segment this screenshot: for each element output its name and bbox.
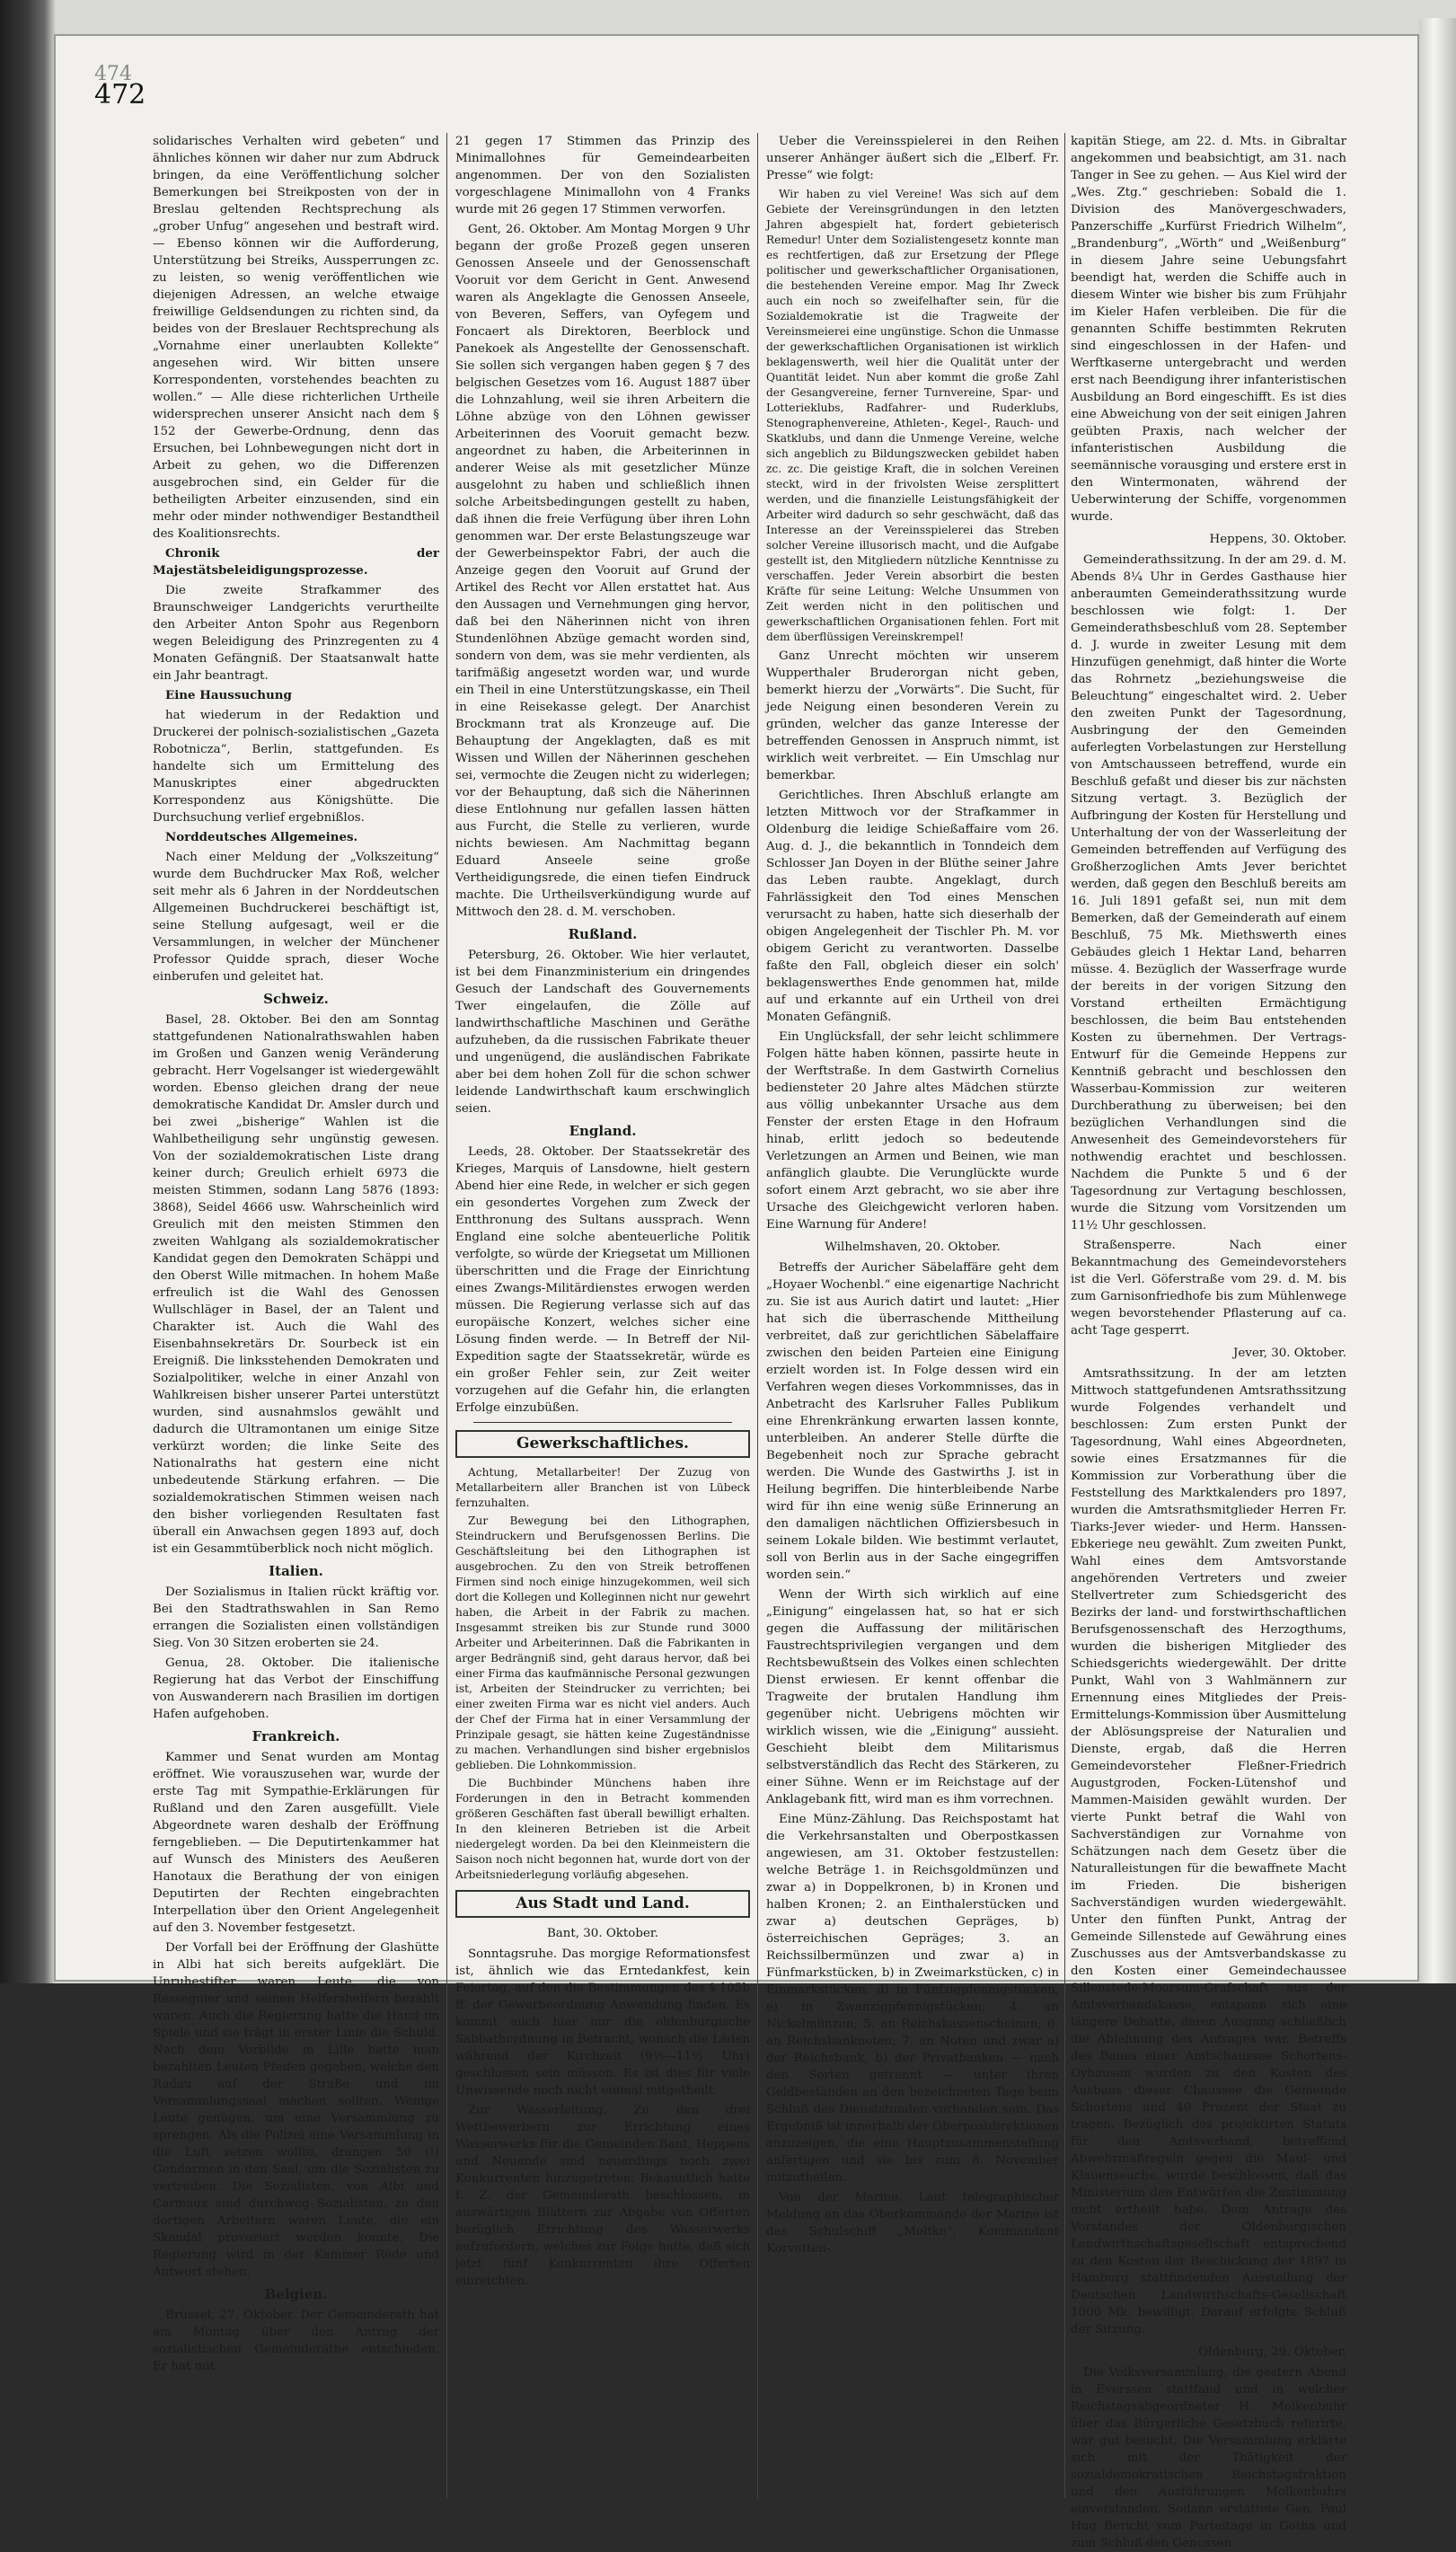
article-text: Petersburg, 26. Oktober. Wie hier verlautet, ist bei dem Finanzministerium ein dringendes Gesuch der Landschaft des Gouvernements Twer eingelaufen, die Zölle auf landwirthschaftliche Maschinen und Geräthe aufzuheben, da die russischen Fabrikate theuer und ungenügend, die ausländischen Fabrikate aber bei dem hohen Zoll für die schon schwer leidende Landwirthschaft kaum erschwinglich seien.	[455, 949, 750, 1116]
article-text: Wenn der Wirth sich wirklich auf eine „Einigung“ eingelassen hat, so hat er sich gegen die Auffassung der militärischen Faustrechtsprivilegien vergangen und dem Rechtsbewußtsein des Volkes einen schlechten Dienst erwiesen. Er kennt offenbar die Tragweite der brutalen Handlung ihm gegenüber nicht. Uebrigens möchten wir wirklich wissen, wie die „Einigung“ aussieht. Geschieht bleibt dem Militarismus selbstverständlich das Recht des Stärkeren, zu einer Sühne. Wenn er im Reichstage auf der Anklagebank fitt, wird man es ihm vorrechnen.	[766, 1588, 1059, 1806]
country-heading: England.	[569, 1123, 637, 1139]
article-text: solidarisches Verhalten wird gebeten“ und ähnliches können wir daher nur zum Abdruck bringen, da eine Veröffentlichung solcher Bemerkungen bei Streikposten von der in Breslau geltenden Rechtsprechung als „grober Unfug“ angesehen und bestraft wird. — Ebenso können wir die Aufforderung, Unterstützung bei Streiks, Aussperrungen zc. zu leisten, so wenig veröffentlichen wie diejenigen Adressen, an welche etwaige freiwillige Geldsendungen zu richten sind, da beides von der Breslauer Rechtsprechung als „Vornahme einer unerlaubten Kollekte“ angesehen wird. Wir bitten unsere Korrespondenten, vorstehendes beachten zu wollen.“ — Alle diese richterlichen Urtheile widersprechen unserer Ansicht nach dem § 152 der Gewerbe-Ordnung, denn das Ersuchen, bei Lohnbewegungen nicht dort in Arbeit zu gehen, wo die Differenzen ausgebrochen sind, ein Gelder für die betheiligten Arbeiter einzusenden, sind ein mehr oder minder nothwendiger Bestandtheil des Koalitionsrechts.	[153, 135, 439, 541]
country-heading: Rußland.	[568, 926, 638, 942]
article-text: 21 gegen 17 Stimmen das Prinzip des Minimallohnes für Gemeindearbeiten angenommen. Der von den Sozialisten vorgeschlagene Minimallohn von 4 Franks wurde mit 26 gegen 17 Stimmen verworfen.	[455, 135, 750, 216]
dateline: Bant, 30. Oktober.	[546, 1927, 659, 1940]
article-text: Gemeinderathssitzung. In der am 29. d. M. Abends 8¼ Uhr in Gerdes Gasthause hier anberaumten Gemeinderathssitzung wurde beschlossen wie folgt: 1. Der Gemeinderathsbeschluß vom 28. September d. J. wurde in zweiter Lesung mit dem Hinzufügen genehmigt, daß hinter die Worte das Rohrnetz „beziehungsweise die Beleuchtung“ eingeschaltet wird. 2. Ueber den zweiten Punkt der Tagesordnung, Ausbringung der den Gemeinden auferlegten Vorbelastungen zur Herstellung von Amtschausseen betreffend, wurde ein Beschluß gefaßt und dieser bis zur nächsten Sitzung vertagt. 3. Bezüglich der Aufbringung der Kosten für Herstellung und Unterhaltung der von der Wasserleitung der Gemeinden betreffenden auf Verfügung des Großherzoglichen Amts Jever berichtet werden, daß gegen den Beschluß bereits am 16. Juli 1891 gefaßt sei, nun mit dem Bemerken, daß der Gemeinderath auf einem Beschluß, 75 Mk. Miethswerth eines Gebäudes gleich 1 Hektar Land, beharren müsse. 4. Bezüglich der Wasserfrage wurde der bereits in der vorigen Sitzung den Vorstand ertheilten Ermächtigung beschlossen, die beim Bau entstehenden Kosten zu übernehmen. Der Vertrags-Entwurf für die Gemeinde Heppens zur Kenntniß gebracht und beschlossen den Wasserbau-Kommission zur weiteren Durchberathung zu überweisen; bei den bezüglichen Verhandlungen sind die Anwesenheit des Gemeindevorstehers für nothwendig erachtet und beschlossen. Nachdem die Punkte 5 und 6 der Tagesordnung zur Vertagung beschlossen, wurde die Sitzung vom Vorsitzenden um 11½ Uhr geschlossen.	[1071, 553, 1346, 1232]
article-text: Genua, 28. Oktober. Die italienische Regierung hat das Verbot der Einschiffung von Auswanderern nach Brasilien im dortigen Hafen aufgehoben.	[153, 1656, 439, 1721]
article-text: Der Vorfall bei der Eröffnung der Glashütte in Albi hat sich bereits aufgeklärt. Die Unruhestifter waren Leute, die von Resseguier und seinen Helfershelfern bezahlt waren. Auch die Regierung hatte die Hand im Spiele und sie trägt in erster Linie die Schuld. Nach dem Vorbilde in Lille hatte man bezahlten Leuten Pfeifen gegeben, welche den Radau auf der Straße und im Versammlungssaal machen sollten. Wenige Leute genügen, um eine Versammlung zu sprengen. Als die Polizei eine Versammlung in die Luft setzen wollte, drangen 50 (!) Gendarmen in den Saal, um die Sozialisten zu vertreiben. Die Sozialisten, von Albi und Carmaux sind durchweg Sozialisten, zu den dortigen Arbeitern waren Leute, die ein Skandal provoziert werden konnte. Die Regierung wird in der Kammer Rede und Antwort stehen.	[153, 1941, 439, 2279]
column-rule	[1064, 133, 1065, 2498]
article-text: Wir haben zu viel Vereine! Was sich auf dem Gebiete der Vereinsgründungen in den letzten Jahren abgespielt hat, fordert gebieterisch Remedur! Unter dem Sozialistengesetz konnte man es rechtfertigen, daß zur Ersetzung der Pflege politischer und gewerkschaftlicher Organisationen, die bestehenden Vereine empor. Mag Ihr Zweck auch ein noch so zweifelhafter sein, für die Sozialdemokratie ist die Tragweite der Vereinsmeierei eine ungünstige. Schon die Unmasse der gewerkschaftlichen Organisationen ist wirklich beklagenswerth, weil hier die Qualität unter der Quantität leidet. Nun aber kommt die große Zahl der Gesangvereine, ferner Turnvereine, Spar- und Lotterieklubs, Radfahrer- und Ruderklubs, Stenographenvereine, Athleten-, Kegel-, Rauch- und Skatklubs, und dann die Unmenge Vereine, welche sich angeblich zu Bildungszwecken gebildet haben zc. zc. Die geistige Kraft, die in solchen Vereinen steckt, wird in der frivolsten Weise zersplittert werden, und die finanzielle Leistungsfähigkeit der Arbeiter wird dadurch so sehr geschwächt, daß das Interesse an der Vereinsspielerei das Streben solcher Vereine illusorisch macht, und die Aufgabe gestellt ist, den Mitgliedern nützliche Kenntnisse zu verschaffen. Jeder Verein absorbirt die besten Kräfte für seine Leitung: Welche Unsummen von Zeit werden nicht in den politischen und gewerkschaftlichen Organisationen fehlen. Fort mit dem überflüssigen Vereinskrempel!	[766, 188, 1059, 643]
article-text: Die Volksversammlung, die gestern Abend in Everssen stattfand und in welcher Reichstagsabgeordneter H. Molkenbuhr über das Bürgerliche Gesetzbuch referirte, war gut besucht. Die Versammlung erklärte sich mit der Thätigkeit der sozialdemokratischen Reichstagsfraktion und den Ausführungen Molkenbuhrs einverstanden. Sodann erstattete Gen. Paul Hug Bericht vom Parteitage in Gotha und zum Schluß den Genossen	[1071, 2366, 1346, 2550]
dateline: Jever, 30. Oktober.	[1233, 1347, 1346, 1360]
dateline: Oldenburg, 29. Oktober.	[1198, 2345, 1346, 2359]
country-heading: Frankreich.	[251, 1728, 340, 1744]
article-text: Zur Bewegung bei den Lithographen, Steindruckern und Berufsgenossen Berlins. Die Geschäftsleitung bei den Lithographen ist ausgebrochen. Zu den von Streik betroffenen Firmen sind noch einige hinzugekommen, weil sich dort die Kollegen und Kolleginnen nicht nur gewehrt haben, die Arbeit in der Fabrik zu machen. Insgesammt streiken bis zur Stunde rund 3000 Arbeiter und Arbeiterinnen. Daß die Fabrikanten in arger Bedrängniß sind, geht daraus hervor, daß bei einer Firma das kaufmännische Personal gezwungen ist, Arbeiten der Steindrucker zu verrichten; bei einer zweiten Firma war es nicht viel anders. Auch der Chef der Firma hat in einer Versammlung der Prinzipale gesagt, sie hätten keine Zugeständnisse zu machen. Verhandlungen sind bisher ergebnislos geblieben. Die Lohnkommission.	[455, 1514, 750, 1771]
country-heading: Italien.	[269, 1563, 323, 1579]
article-text: Ein Unglücksfall, der sehr leicht schlimmere Folgen hätte haben können, passirte heute in der Werftstraße. In dem Gastwirth Cornelius bediensteter 20 Jahre altes Mädchen stürzte aus völlig unbekannter Ursache aus dem Fenster der ersten Etage in den Hofraum hinab, erlitt jedoch so bedeutende Verletzungen an Armen und Beinen, wie man anfänglich glaubte. Die Verunglückte wurde sofort einem Arzt gebracht, wo sie aber ihre Ursache des Gleichgewicht verloren haben. Eine Warnung für Andere!	[766, 1030, 1059, 1232]
article-text: Der Sozialismus in Italien rückt kräftig vor. Bei den Stadtrathswahlen in San Remo errangen die Sozialisten einen vollständigen Sieg. Von 30 Sitzen eroberten sie 24.	[153, 1585, 439, 1650]
article-text: Brüssel, 27. Oktober. Der Gemeinderath hat am Montag über den Antrag der sozialistischen Gemeinderäthe entschieden. Er hat mit	[153, 2309, 439, 2373]
section-box-heading: Aus Stadt und Land.	[455, 1890, 750, 1918]
country-heading: Schweiz.	[263, 991, 329, 1007]
column-3	[766, 133, 1059, 2516]
section-heading: Chronik der Majestätsbeleidigungsprozesse.	[153, 546, 439, 578]
column-2	[455, 133, 750, 2516]
article-text: Amtsrathssitzung. In der am letzten Mittwoch stattgefundenen Amtsrathssitzung wurde Folgendes verhandelt und beschlossen: Zum ersten Punkt der Tagesordnung, Wahl eines Abgeordneten, sowie eines Ersatzmannes für die Kommission zur Vorberathung über die Feststellung des Marktkalenders pro 1897, wurden die Amtsrathsmitglieder Herren Fr. Tiarks-Jever wieder- und Herm. Hanssen-Ebkeriege neu gewählt. Zum zweiten Punkt, Wahl eines dem Amtsvorstande angehörenden Vertreters und zweier Stellvertreter zum Schiedsgericht des Bezirks der land- und forstwirthschaftlichen Berufsgenossenschaft des Herzogthums, wurden die bisherigen Mitglieder des Schiedsgerichts wiedergewählt. Der dritte Punkt, Wahl von 3 Wahlmännern zur Ernennung eines Mitgliedes der Preis-Ermittelungs-Kommission über Ausmittelung der Ablösungspreise der Naturalien und Dienste, ergab, daß die Herren Gemeindevorsteher Fleßner-Friedrich Augustgroden, Focken-Lütenshof und Mammen-Maisiden gewählt wurden. Der vierte Punkt betraf die Wahl von Sachverständigen zur Vornahme von Schätzungen nach dem Gesetz über die Naturalleistungen für die bewaffnete Macht im Frieden. Die bisherigen Sachverständigen wurden wiedergewählt. Unter den fünften Punkt, Antrag der Gemeinde Sillenstede auf Gewährung eines Zuschusses aus der Amtsverbandskasse zu den Kosten einer Gemeindechaussee Sillenstede-Moorsum-Grafschaft aus der Amtsverbandskasse, entspann sich eine längere Debatte, deren Ausgang schließlich die Ablehnung des Antrages war. Betreffs des Baues einer Amtschaussee Schortens-Oyhausen wurden zu den Kosten des Ausbaus dieser Chaussee die Gemeinde Schortens und 40 Prozent der Staat zu tragen. Bezüglich des projektirten Statuts für den Amtsverband, betreffend Abwehrmaßregeln gegen die Maul- und Klauenseuche, wurde beschlossen, daß das Ministerium den Entwürfen die Zustimmung nicht ertheilt habe. Dem Antrage des Vorstandes der Oldenburgischen Landwirthschaftsgesellschaft entsprechend zu den Kosten der Beschickung der 1897 in Hamburg stattfindenden Ausstellung der Deutschen Landwirthschafts-Gesellschaft 1000 Mk. bewilligt. Darauf erfolgte Schluß der Sitzung.	[1071, 1367, 1346, 2336]
article-text: Eine Münz-Zählung. Das Reichspostamt hat die Verkehrsanstalten und Oberpostkassen angewiesen, am 31. Oktober festzustellen: welche Beträge 1. in Reichsgoldmünzen und zwar a) in Doppelkronen, b) in Kronen und halben Kronen; 2. an Einthalerstücken und zwar a) deutschen Gepräges, b) österreichischen Gepräges; 3. an Reichssilbermünzen und zwar a) in Fünfmarkstücken, b) in Zweimarkstücken, c) in Einmarkstücken, d) in Fünfzigpfennigstücken, e) in Zwanzigpfennigstücken; 4. an Nickelmünzen; 5. an Reichskassenscheinen; 6. an Reichsbanknoten; 7. an Noten und zwar a) der Reichsbank, b) der Privatbanken — nach den Sorten getrennt — unter ihren Geldbeständen an den bezeichneten Tage beim Schluß des Dienststunden vorhanden sein. Das Ergebniß ist innerhalb der Oberpostdirektionen anzuzeigen, die eine Hauptzusammenstellung anfertigen und sie bis zum 8. November mitzutheilen.	[766, 1813, 1059, 2185]
article-text: Basel, 28. Oktober. Bei den am Sonntag stattgefundenen Nationalrathswahlen haben im Großen und Ganzen wenig Veränderung gebracht. Herr Vogelsanger ist wiedergewählt worden. Ebenso gleichen drang der neue demokratische Kandidat Dr. Amsler durch und bei zwei „bisherige“ Wahlen ist die Wahlbetheiligung sehr ungünstig gewesen. Von der sozialdemokratischen Liste drang keiner durch; Greulich erhielt 6973 die meisten Stimmen, sodann Lang 5876 (1893: 3868), Seidel 4666 usw. Wahrscheinlich wird Greulich mit den meisten Stimmen den zweiten Wahlgang als sozialdemokratischer Kandidat gegen den Demokraten Schäppi und den Oberst Wille mitmachen. In hohem Maße erfreulich ist die Wahl des Genossen Wullschläger in Basel, der an Talent und Charakter ist. Auch die Wahl des Eisenbahnsekretärs Dr. Sourbeck ist ein Ereigniß. Die linksstehenden Demokraten und Sozialpolitiker, welche in einer Anzahl von Wahlkreisen bisher unserer Partei unterstützt wurden, sind ausnahmslos gewählt und dadurch die Ultramontanen um einige Sitze verkürzt worden; die linke Seite des Nationalraths hat gestern eine nicht unbedeutende Stärkung erfahren. — Die sozialdemokratischen Stimmen weisen nach den bisher vorliegenden Resultaten fast überall ein Anwachsen gegen 1893 auf, doch ist ein Gesammtüberblick noch nicht möglich.	[153, 1013, 439, 1556]
column-rule	[757, 133, 758, 2498]
article-text: Nach einer Meldung der „Volkszeitung“ wurde dem Buchdrucker Max Roß, welcher seit mehr als 6 Jahren in der Norddeutschen Allgemeinen Buchdruckerei beschäftigt ist, seine Stellung aufgesagt, weil er die Versammlungen, in welcher der Münchener Professor Quidde sprach, dieser Woche einberufen und geleitet hat.	[153, 851, 439, 984]
column-4	[1071, 133, 1346, 2550]
section-heading: Norddeutsches Allgemeines.	[165, 830, 358, 844]
article-text: Ueber die Vereinsspielerei in den Reihen unserer Anhänger äußert sich die „Elberf. Fr. Presse“ wie folgt:	[766, 135, 1059, 182]
article-text: Gent, 26. Oktober. Am Montag Morgen 9 Uhr begann der große Prozeß gegen unseren Genossen Anseele und der Genossenschaft Vooruit vor dem Gericht in Gent. Anwesend waren als Angeklagte die Genossen Anseele, von Beveren, Seffers, van Oyfegem und Foncaert als Direktoren, Beerblock und Panekoek als Angestellte der Genossenschaft. Sie sollen sich vergangen haben gegen § 7 des belgischen Gesetzes vom 16. August 1887 über die Lohnzahlung, weil sie ihren Arbeitern die Löhne abzüge von den Löhnen gewisser Arbeiterinnen des Vooruit gemacht bezw. angeordnet zu haben, die Arbeiterinnen in anderer Weise als mit gesetzlicher Münze ausgelohnt zu haben und schließlich ihnen solche Arbeitsbedingungen gestellt zu haben, daß ihnen die freie Verfügung über ihren Lohn genommen war. Der erste Belastungszeuge war der Gewerbeinspektor Fabri, der auch die Anzeige gegen den Vooruit auf Grund der Artikel des Recht vor Allen erstattet hat. Aus den Aussagen und Vernehmungen ging hervor, daß bei den Näherinnen nicht von ihren Stundenlöhnen Abzüge gemacht worden sind, sondern von dem, was sie mehr verdienten, als tarifmäßig angesetzt worden war, und wurde ein Theil in eine Unterstützungskasse, ein Theil in eine Reisekasse gelegt. Der Anarchist Brockmann trat als Kronzeuge auf. Die Behauptung der Angeklagten, daß es mit Wissen und Willen der Näherinnen geschehen sei, vermochte die Zeugen nicht zu widerlegen; vor der Behauptung, daß sich die Näherinnen diese Entlohnung nur gefallen lassen hätten aus Furcht, die Stelle zu verlieren, wurde nichts bewiesen. Am Nachmittag begann Eduard Anseele seine große Vertheidigungsrede, die einen tiefen Eindruck machte. Die Urtheilsverkündigung wurde auf Mittwoch den 28. d. M. verschoben.	[455, 223, 750, 919]
dateline: Heppens, 30. Oktober.	[1209, 533, 1346, 546]
dateline: Wilhelmshaven, 20. Oktober.	[825, 1241, 1001, 1254]
article-text: Zur Wasserleitung. Zu den drei Wettbewerbern zur Errichtung eines Wasserwerks für die Gemeinden Bant, Heppens und Neuende sind neuerdings noch zwei Konkurrenten hinzugetreten. Bekanntlich hatte f. Z. der Gemeinderath beschlossen, in auswärtigen Blättern zur Abgabe von Offerten bezüglich Errichtung des Wasserwerks aufzufordern, welches zur Folge hatte, daß sich jetzt fünf Konkurrenten ihre Offerten einreichten.	[455, 2104, 750, 2288]
column-rule	[446, 133, 447, 2498]
article-text: Kammer und Senat wurden am Montag eröffnet. Wie vorauszusehen war, wurde der erste Tag mit Sympathie-Erklärungen für Rußland und den Zaren ausgefüllt. Viele Abgeordnete waren deshalb der Eröffnung ferngeblieben. — Die Deputirtenkammer hat auf Wunsch des Ministers des Aeußeren Hanotaux die Berathung der von einigen Deputirten der Rechten eingebrachten Interpellation über den Orient Angelegenheit auf den 3. November festgesetzt.	[153, 1751, 439, 1935]
article-text: Achtung, Metallarbeiter! Der Zuzug von Metallarbeitern aller Branchen ist von Lübeck fernzuhalten.	[455, 1466, 750, 1509]
article-text: Gerichtliches. Ihren Abschluß erlangte am letzten Mittwoch vor der Strafkammer in Oldenburg die leidige Schießaffaire vom 26. Aug. d. J., die bekanntlich in Tonndeich dem Schlosser Jan Doyen in der Blüthe seiner Jahre das Leben raubte. Angeklagt, durch Fahrlässigkeit den Tod eines Menschen verursacht zu haben, hatte sich dieserhalb der obigen Angelegenheit der Tischler Ph. M. vor obigem Gericht zu verantworten. Dasselbe faßte den Fall, obgleich dieser ein solch' beklagenswerthes Ende genommen hat, milde auf und erkannte auf ein Urtheil von drei Monaten Gefängniß.	[766, 789, 1059, 1024]
country-heading: Belgien.	[264, 2286, 328, 2302]
article-text: Betreffs der Auricher Säbelaffäre geht dem „Hoyaer Wochenbl.“ eine eigenartige Nachricht zu. Sie ist aus Aurich datirt und lautet: „Hier hat sich die überraschende Mittheilung verbreitet, daß zur gerichtlichen Säbelaffaire zwischen den beiden Parteien eine Einigung erzielt worden ist. In Folge dessen wird ein Verfahren wegen dieses Vorkommnisses, das in Anbetracht des Karlsruher Falles Publikum eine Ehrenkränkung erwarten lassen konnte, unterbleiben. An anderer Stelle dürfte die Begebenheit noch zur Sprache gebracht werden. Die Wunde des Gastwirths J. ist in Heilung begriffen. Die hinterbleibende Narbe wird für ihn eine wenig süße Erinnerung an den damaligen nächtlichen Offiziersbesuch in seinem Lokale bilden. Wie bestimmt verlautet, soll von Berlin aus in der Sache eingegriffen worden sein.“	[766, 1261, 1059, 1582]
divider	[473, 1422, 732, 1423]
article-text: Straßensperre. Nach einer Bekanntmachung des Gemeindevorstehers ist die Verl. Göferstraße vom 29. d. M. bis zum Garnisonfriedhofe bis zum Mühlenwege wegen bevorstehender Pflasterung auf ca. acht Tage gesperrt.	[1071, 1239, 1346, 1338]
section-box-heading: Gewerkschaftliches.	[455, 1430, 750, 1458]
article-text: hat wiederum in der Redaktion und Druckerei der polnisch-sozialistischen „Gazeta Robotnicza“, Berlin, stattgefunden. Es handelte sich um Ermittelung des Manuskriptes einer abgedruckten Korrespondenz aus Königshütte. Die Durchsuchung verlief ergebnißlos.	[153, 709, 439, 825]
article-text: kapitän Stiege, am 22. d. Mts. in Gibraltar angekommen und beabsichtigt, am 31. nach Tanger in See zu gehen. — Aus Kiel wird der „Wes. Ztg.“ geschrieben: Sobald die 1. Division des Manövergeschwaders, Panzerschiffe „Kurfürst Friedrich Wilhelm“, „Brandenburg“, „Wörth“ und „Weißenburg“ in diesem Jahre seine Uebungsfahrt beendigt hat, werden die Schiffe auch in diesem Winter wie bisher bis zum Frühjahr im Kieler Hafen verbleiben. Die für die genannten Schiffe bestimmten Rekruten sind eingeschlossen in der Hafen- und Werftkaserne untergebracht und werden erst nach Beendigung ihrer infanteristischen Ausbildung an Bord eingeschifft. Es ist dies eine Abweichung von der seit einigen Jahren geübten Praxis, nach welcher der infanteristischen Ausbildung die seemännische vorausging und erstere erst in den Wintermonaten, während der Ueberwinterung der Schiffe, vorgenommen wurde.	[1071, 135, 1346, 524]
column-1	[153, 133, 439, 2516]
page-edge	[1419, 18, 1456, 1983]
article-text: Sonntagsruhe. Das morgige Reformationsfest ist, ähnlich wie das Erntedankfest, kein Feiertag, auf den die Bestimmungen des § 105b ff. der Gewerbeordnung Anwendung finden. Es kommt auch hier nur die oldenburgische Sabbathordnung in Betracht, wonach die Läden während der Kirchzeit (9½—11½ Uhr) geschlossen sein müssen. Es ist dies für viele Unwissende noch nicht einmal mitgetheilt.	[455, 1947, 750, 2097]
article-text: Die Buchbinder Münchens haben ihre Forderungen in den in Betracht kommenden größeren Geschäften fast überall bewilligt erhalten. In den kleineren Betrieben ist die Arbeit niedergelegt worden. Da bei den Kleinmeistern die Saison noch nicht begonnen hat, wurde dort von der Arbeitsniederlegung vorläufig abgesehen.	[455, 1777, 750, 1881]
article-text: Ganz Unrecht möchten wir unserem Wupperthaler Bruderorgan nicht geben, bemerkt hierzu der „Vorwärts“. Die Sucht, für jede Neigung einen besonderen Verein zu gründen, welcher das ganze Interesse der betreffenden Genossen in Anspruch nimmt, ist wirklich weit verbreitet. — Ein Umschlag nur bemerkbar.	[766, 649, 1059, 782]
section-heading: Eine Haussuchung	[165, 688, 292, 702]
page-number: 472	[94, 79, 146, 110]
article-text: Von der Marine. Laut telegraphischer Meldung an das Oberkommando der Marine ist das Schulschiff „Moltke“, Kommandant Korvetten-	[766, 2191, 1059, 2256]
ghost-page-number: 474	[94, 63, 132, 85]
article-text: Die zweite Strafkammer des Braunschweiger Landgerichts verurtheilte den Arbeiter Anton Spohr aus Regenborn wegen Beleidigung des Prinzregenten zu 4 Monaten Gefängniß. Der Staatsanwalt hatte ein Jahr beantragt.	[153, 584, 439, 683]
article-text: Leeds, 28. Oktober. Der Staatssekretär des Krieges, Marquis of Lansdowne, hielt gestern Abend hier eine Rede, in welcher er sich gegen ein gesondertes Vorgehen zum Zweck der Entthronung des Sultans aussprach. Wenn England eine solche abenteuerliche Politik verfolgte, so würde der Kriegsetat um Millionen überschritten und die Frage der Einrichtung eines Zwangs-Militärdienstes erwogen werden müssen. Die Regierung verlasse sich auf das europäische Konzert, welches sicher eine Lösung finden werde. — In Betreff der Nil-Expedition sagte der Staatssekretär, würde es ein großer Fehler sein, zur Zeit weiter vorzugehen auf die Gefahr hin, die erlangten Erfolge einzubüßen.	[455, 1145, 750, 1415]
